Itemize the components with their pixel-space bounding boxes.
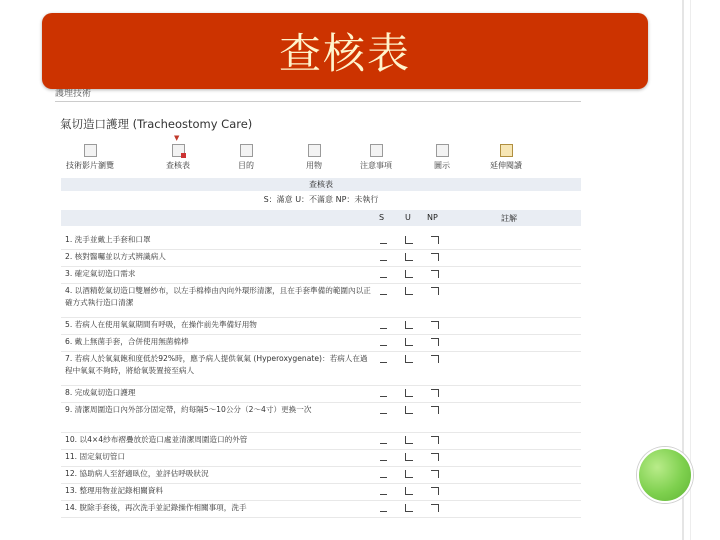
procedure-title: 氣切造口護理 (Tracheostomy Care) — [60, 117, 253, 131]
s-checkbox[interactable] — [380, 453, 387, 461]
np-checkbox[interactable] — [431, 487, 439, 495]
u-checkbox[interactable] — [405, 389, 413, 397]
s-checkbox[interactable] — [380, 236, 387, 244]
tool-checklist[interactable] — [147, 134, 209, 171]
u-checkbox[interactable] — [405, 470, 413, 478]
image-icon — [436, 144, 449, 157]
tool-label: 查核表 — [166, 161, 190, 170]
tool-label: 注意事項 — [360, 161, 392, 170]
title-banner — [42, 13, 648, 89]
checklist-icon — [172, 144, 185, 157]
s-checkbox[interactable] — [380, 487, 387, 495]
table-row — [61, 385, 581, 403]
table-row — [61, 249, 581, 267]
u-checkbox[interactable] — [405, 355, 413, 363]
s-checkbox[interactable] — [380, 338, 387, 346]
checklist-screenshot — [55, 86, 583, 540]
np-checkbox[interactable] — [431, 236, 439, 244]
table-row — [61, 317, 581, 335]
table-row — [61, 334, 581, 352]
column-header — [61, 210, 581, 226]
table-row — [61, 232, 581, 250]
row-text: 13. 整理用物並記錄相關資料 — [65, 486, 164, 495]
u-checkbox[interactable] — [405, 270, 413, 278]
row-text: 10. 以4×4紗布褶疊放於造口處並清潔周圍造口的外管 — [65, 435, 248, 444]
np-checkbox[interactable] — [431, 355, 439, 363]
np-checkbox[interactable] — [431, 470, 439, 478]
u-checkbox[interactable] — [405, 406, 413, 414]
column-s: S — [379, 213, 385, 222]
tool-label: 技術影片瀏覽 — [66, 161, 114, 170]
column-note: 註解 — [501, 214, 517, 223]
np-checkbox[interactable] — [431, 321, 439, 329]
row-text: 14. 脫除手套後，再次洗手並記錄操作相關事項，洗手 — [65, 503, 247, 512]
table-row — [61, 483, 581, 501]
np-checkbox[interactable] — [431, 287, 439, 295]
np-checkbox[interactable] — [431, 389, 439, 397]
s-checkbox[interactable] — [380, 321, 387, 329]
table-row — [61, 449, 581, 467]
np-checkbox[interactable] — [431, 436, 439, 444]
row-text: 1. 洗手並戴上手套和口罩 — [65, 235, 151, 244]
row-text: 7. 若病人於氧氣飽和度低於92%時，應予病人提供氧氣 (Hyperoxygenate)：若病人在過程中氧氣不夠時，將給氧裝置接至病人 — [65, 354, 368, 375]
document-icon — [308, 144, 321, 157]
tool-purpose[interactable] — [215, 140, 277, 171]
green-circle-ornament — [637, 447, 693, 503]
table-row — [61, 283, 581, 318]
slide-title: 查核表 — [278, 29, 411, 78]
s-checkbox[interactable] — [380, 406, 387, 414]
np-checkbox[interactable] — [431, 270, 439, 278]
tool-reading[interactable] — [475, 140, 537, 171]
document-icon — [240, 144, 253, 157]
toolbar — [59, 134, 529, 174]
table-row — [61, 402, 581, 433]
u-checkbox[interactable] — [405, 487, 413, 495]
score-legend: S：滿意 U：不滿意 NP：未執行 — [263, 195, 379, 204]
tool-supplies[interactable] — [283, 140, 345, 171]
active-marker-icon: ▼ — [174, 134, 180, 142]
np-checkbox[interactable] — [431, 406, 439, 414]
sheet-title: 查核表 — [61, 178, 581, 191]
np-checkbox[interactable] — [431, 453, 439, 461]
video-icon — [84, 144, 97, 157]
np-checkbox[interactable] — [431, 504, 439, 512]
row-text: 11. 固定氣切管口 — [65, 452, 126, 461]
s-checkbox[interactable] — [380, 270, 387, 278]
row-text: 2. 核對醫囑並以方式辨識病人 — [65, 252, 166, 261]
column-np: NP — [427, 213, 438, 222]
s-checkbox[interactable] — [380, 504, 387, 512]
table-row — [61, 500, 581, 518]
row-text: 8. 完成氣切造口護理 — [65, 388, 136, 397]
u-checkbox[interactable] — [405, 338, 413, 346]
u-checkbox[interactable] — [405, 504, 413, 512]
table-row — [61, 266, 581, 284]
tool-label: 用物 — [306, 161, 322, 170]
u-checkbox[interactable] — [405, 321, 413, 329]
s-checkbox[interactable] — [380, 253, 387, 261]
tool-video[interactable] — [59, 140, 121, 171]
tool-label: 目的 — [238, 161, 254, 170]
slide-rail-inner — [690, 0, 691, 540]
book-icon — [500, 144, 513, 157]
row-text: 6. 戴上無菌手套，合併使用無菌棉棒 — [65, 337, 189, 346]
s-checkbox[interactable] — [380, 389, 387, 397]
row-text: 5. 若病人在使用氧氣期間有呼吸，在操作前先準備好用物 — [65, 320, 257, 329]
s-checkbox[interactable] — [380, 470, 387, 478]
table-row — [61, 351, 581, 386]
table-row — [61, 466, 581, 484]
row-text: 9. 清潔周圍造口內外部分固定帶，約每隔5～10公分（2～4寸）更換一次 — [65, 405, 312, 414]
row-text: 3. 確定氣切造口需求 — [65, 269, 136, 278]
tool-diagram[interactable] — [411, 140, 473, 171]
u-checkbox[interactable] — [405, 287, 413, 295]
row-text: 4. 以酒精乾氣切造口雙層紗布，以左手棉棒由內向外環形清潔，且在手套準備的範圍內以正確方式執行造口清潔 — [65, 286, 371, 307]
row-text: 12. 協助病人至舒適臥位，並評估呼吸狀況 — [65, 469, 209, 478]
u-checkbox[interactable] — [405, 236, 413, 244]
document-icon — [370, 144, 383, 157]
breadcrumb: 護理技術 — [55, 89, 92, 99]
s-checkbox[interactable] — [380, 355, 387, 363]
tool-notes[interactable] — [345, 140, 407, 171]
s-checkbox[interactable] — [380, 436, 387, 444]
u-checkbox[interactable] — [405, 453, 413, 461]
table-row — [61, 432, 581, 450]
np-checkbox[interactable] — [431, 253, 439, 261]
np-checkbox[interactable] — [431, 338, 439, 346]
u-checkbox[interactable] — [405, 253, 413, 261]
u-checkbox[interactable] — [405, 436, 413, 444]
s-checkbox[interactable] — [380, 287, 387, 295]
tool-label: 圖示 — [434, 161, 450, 170]
tool-label: 延伸閱讀 — [490, 161, 522, 170]
divider — [55, 101, 581, 102]
column-u: U — [405, 213, 411, 222]
